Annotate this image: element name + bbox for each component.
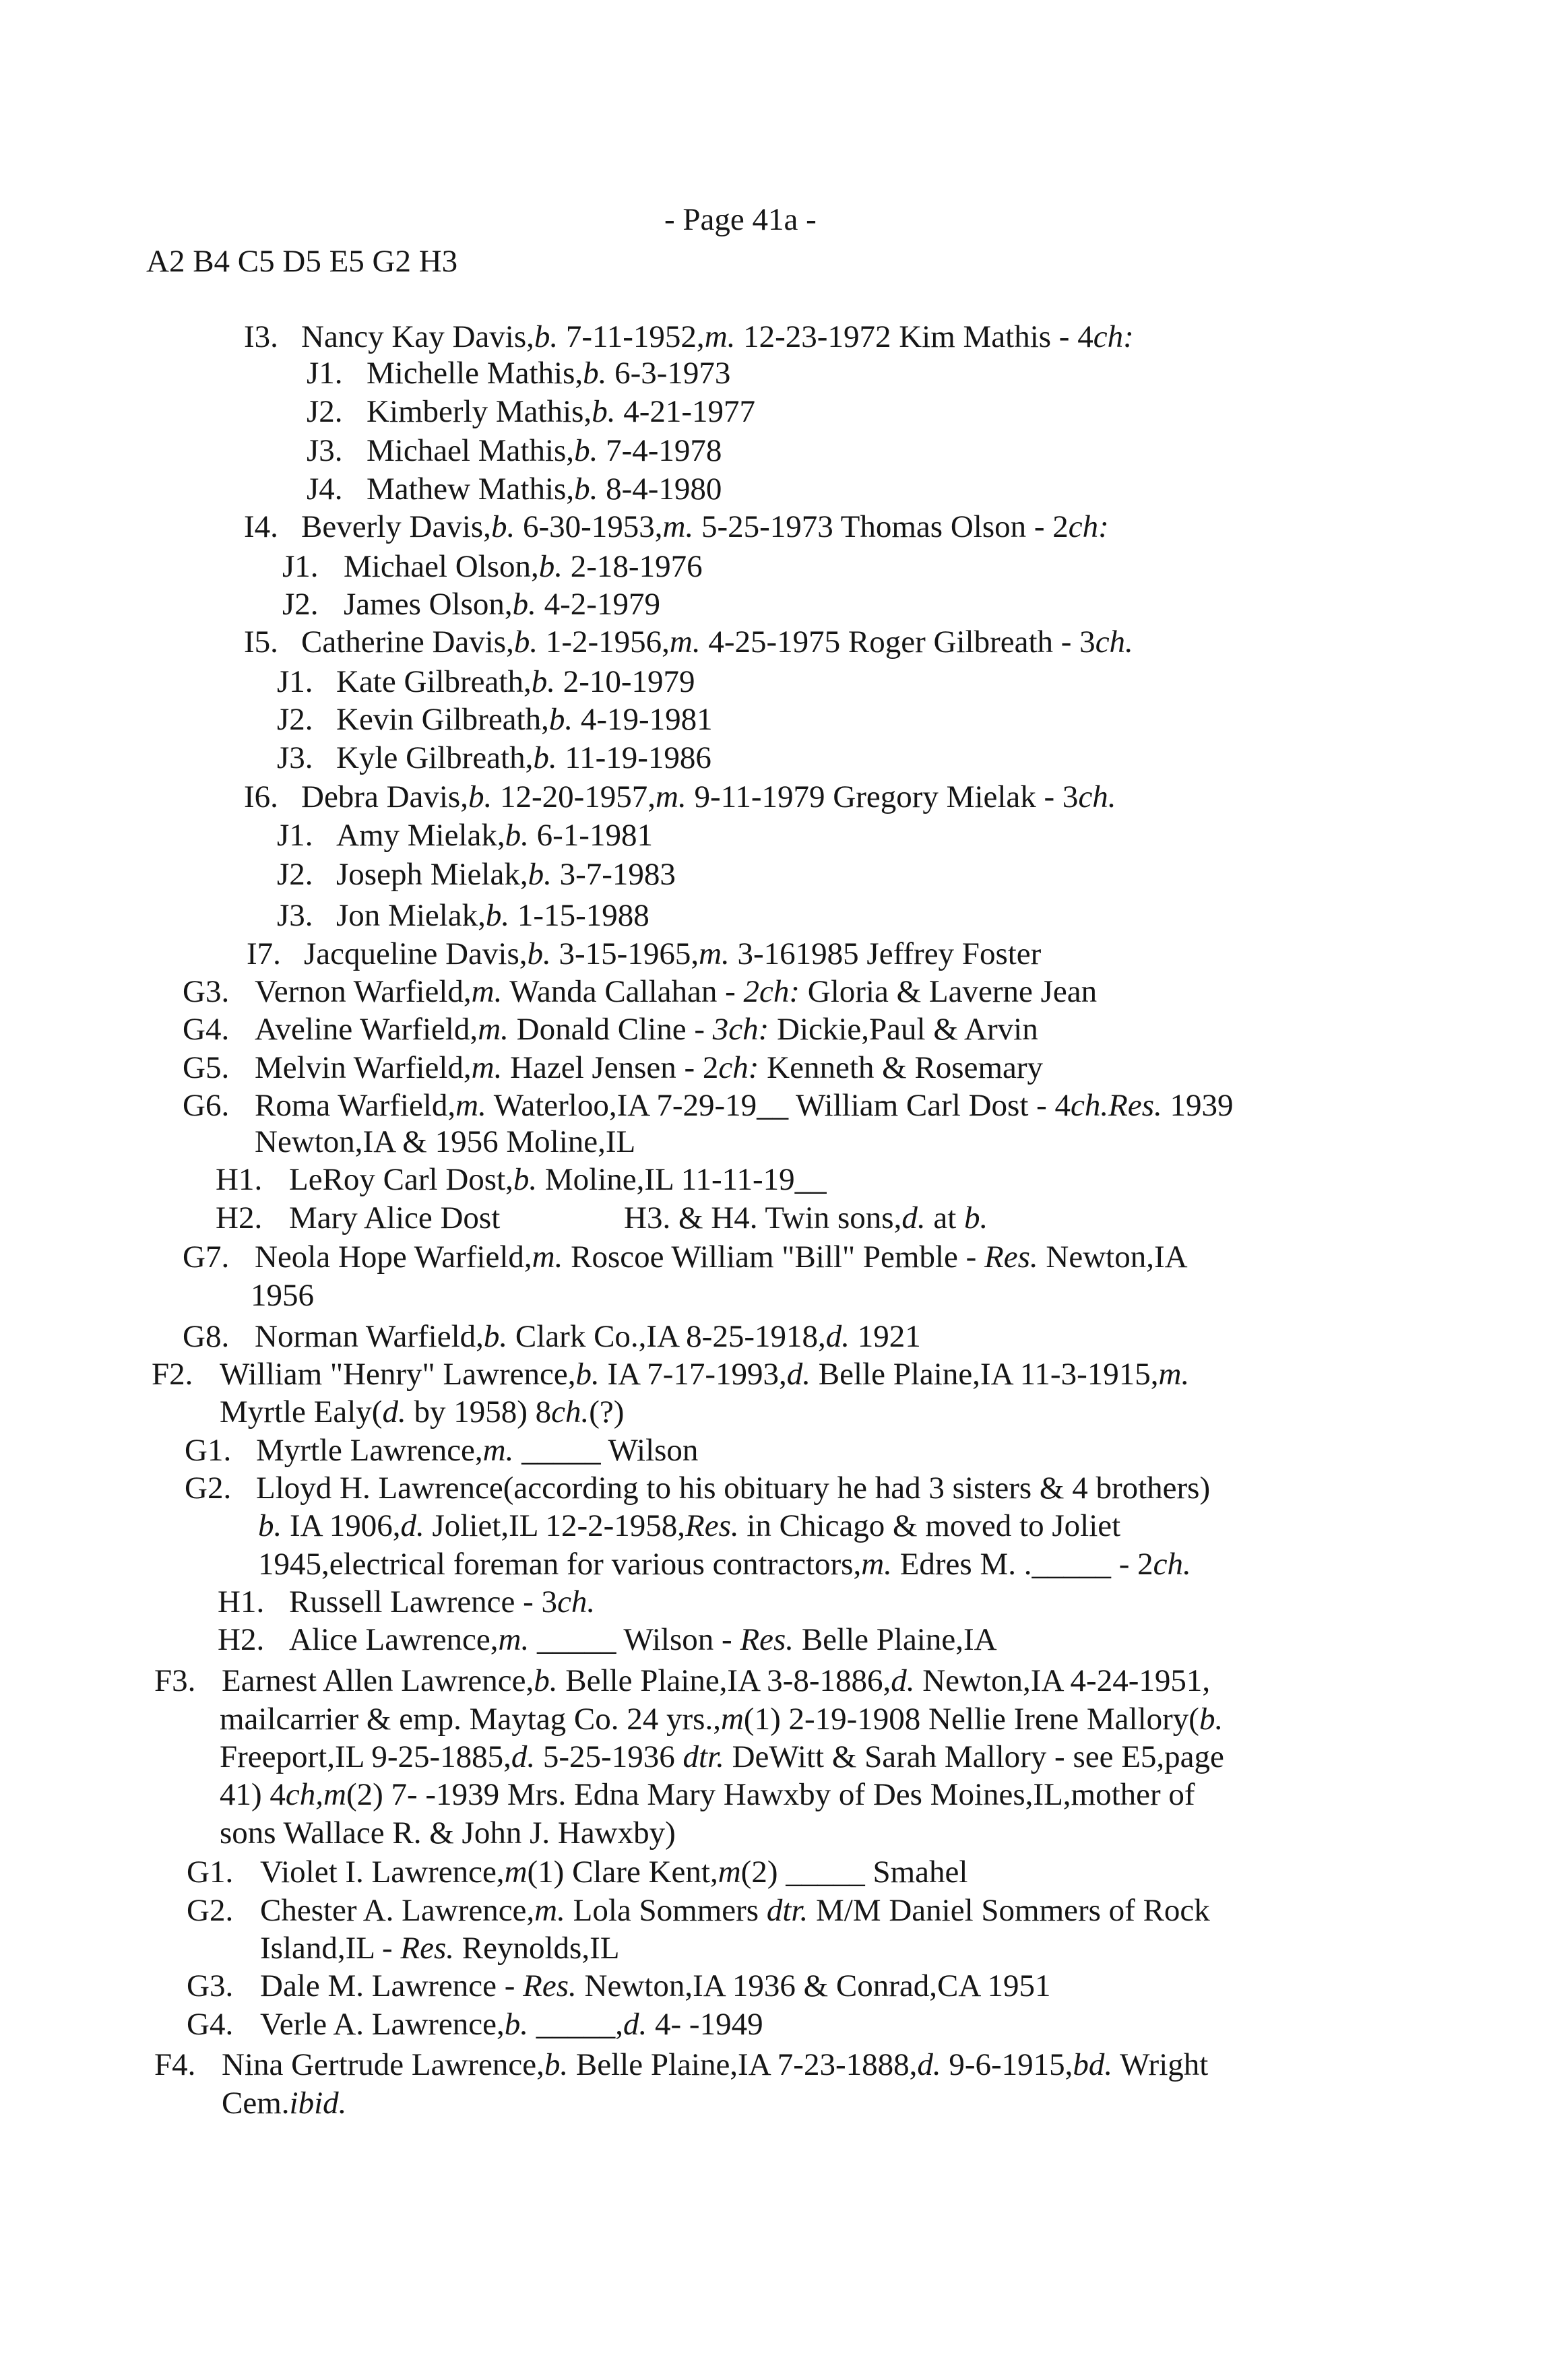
entry-text-segment: Reynolds,IL [454,1931,620,1966]
entry-text-segment: Jacqueline Davis, [304,936,528,971]
entry-text-segment: Wright [1112,2047,1209,2082]
entry-line [256,1432,698,1469]
italic-abbreviation: ch. [551,1394,590,1429]
entry-line [336,856,676,893]
entry-continuation-line [251,1277,314,1314]
entry-line [289,1161,827,1198]
entry-text-segment: (1) Clare Kent, [527,1855,718,1890]
entry-line [256,1469,1210,1507]
italic-abbreviation: dtr. [683,1739,724,1774]
entry-text-segment: Dickie,Paul & Arvin [769,1012,1038,1047]
italic-abbreviation: d. [511,1739,536,1774]
italic-abbreviation: b. [513,1162,538,1197]
italic-abbreviation: b. [534,1663,558,1698]
italic-abbreviation: b. [592,394,616,429]
italic-abbreviation: ch. [1095,624,1133,660]
entry-label: J3. [277,898,313,933]
entry-text-segment: 7-4-1978 [598,433,722,468]
entry-label: G4. [187,2007,234,2042]
italic-abbreviation: m. [1158,1357,1190,1392]
entry-text-segment: at [925,1200,965,1235]
entry-text-segment: H3. & H4. Twin sons, [624,1200,902,1235]
entry-text-segment: Gloria & Laverne Jean [800,974,1098,1009]
entry-text-segment: Amy Mielak, [336,818,505,853]
entry-text-segment: Dale M. Lawrence - [260,1968,523,2003]
entry-line [336,816,653,854]
entry-text-segment: 1939 [1162,1088,1234,1123]
entry-text-segment: 1956 [251,1278,314,1313]
entry-label: J3. [277,740,313,775]
entry-label: I5. [244,624,278,660]
entry-label: G2. [187,1893,234,1928]
italic-abbreviation: b. [504,2007,529,2042]
entry-label: J2. [277,857,313,892]
italic-abbreviation: b. [544,2047,569,2082]
entry-text-segment: Clark Co.,IA 8-25-1918, [507,1319,826,1354]
entry-text-segment: 8-4-1980 [598,472,722,507]
entry-label: H1. [216,1162,263,1197]
entry-text-segment: _____ Wilson - [529,1622,740,1657]
entry-label: I3. [244,319,278,354]
entry-text-segment: 1-15-1988 [509,898,649,933]
entry-text-segment: Neola Hope Warfield, [255,1240,532,1275]
entry-continuation-line [258,1545,1191,1583]
entry-line [344,585,660,623]
entry-label: G7. [183,1240,230,1275]
italic-abbreviation: ch.Res. [1071,1088,1162,1123]
italic-abbreviation: 2ch: [743,974,800,1009]
entry-text-segment: Myrtle Ealy( [220,1394,383,1429]
entry-line [336,897,649,934]
entry-text-segment: Verle A. Lawrence, [260,2007,505,2042]
entry-label: G3. [187,1968,234,2003]
entry-label: G1. [185,1433,232,1468]
entry-text-segment: sons Wallace R. & John J. Hawxby) [220,1815,676,1851]
italic-abbreviation: ch: [1068,509,1109,544]
entry-text-segment: Earnest Allen Lawrence, [222,1663,534,1698]
italic-abbreviation: b. [468,779,493,814]
entry-text-segment: Belle Plaine,IA 3-8-1886, [557,1663,891,1698]
italic-abbreviation: b. [575,1357,600,1392]
entry-label: F3. [154,1663,196,1698]
entry-text-segment: Newton,IA [1038,1240,1188,1275]
entry-continuation-line [220,1776,1195,1813]
italic-abbreviation: b. [483,1319,508,1354]
entry-text-segment: Kimberly Mathis, [367,394,592,429]
entry-label: G6. [183,1088,230,1123]
entry-text-segment: Russell Lawrence - 3 [289,1584,558,1619]
entry-text-segment: Chester A. Lawrence, [260,1893,535,1928]
entry-text-segment: Waterloo,IA 7-29-19__ William Carl Dost - 4 [486,1088,1071,1123]
entry-line [260,1853,967,1891]
italic-abbreviation: b. [512,587,536,622]
entry-text-segment: Cem. [222,2086,290,2121]
entry-text-segment: 4-2-1979 [536,587,660,622]
italic-abbreviation: Res. [400,1931,455,1966]
entry-label: G1. [187,1855,234,1890]
entry-text-segment: Lloyd H. Lawrence(according to his obituary he had 3 sisters & 4 brothers) [256,1471,1211,1506]
italic-abbreviation: b. [528,857,552,892]
entry-text-segment: 5-25-1936 [535,1739,683,1774]
entry-text-segment: Roscoe William "Bill" Pemble - [563,1240,985,1275]
entry-text-segment: Belle Plaine,IA 7-23-1888, [568,2047,918,2082]
italic-abbreviation: m [718,1855,741,1890]
italic-abbreviation: ch,m [285,1777,346,1812]
entry-text-segment: Jon Mielak, [336,898,486,933]
entry-continuation-line [220,1738,1224,1776]
entry-text-segment: Michael Olson, [344,549,539,584]
italic-abbreviation: Res. [523,1968,577,2003]
entry-text-segment: Debra Davis, [301,779,468,814]
entry-line [304,935,1041,973]
entry-text-segment: Aveline Warfield, [255,1012,478,1047]
entry-text-segment: by 1958) 8 [406,1394,552,1429]
entry-label: J2. [282,587,319,622]
entry-text-segment: 9-11-1979 Gregory Mielak - 3 [686,779,1079,814]
entry-continuation-line [222,2084,346,2122]
entry-text-segment: Michelle Mathis, [367,356,583,391]
entry-text-segment: in Chicago & moved to Joliet [738,1508,1121,1543]
italic-abbreviation: b. [538,549,563,584]
italic-abbreviation: Res. [685,1508,739,1543]
entry-label: J1. [282,549,319,584]
italic-abbreviation: m. [498,1622,530,1657]
entry-text-segment: Donald Cline - [508,1012,713,1047]
entry-line [255,1087,1234,1124]
italic-abbreviation: b. [485,898,510,933]
entry-continuation-line [255,1123,635,1161]
entry-text-segment: Vernon Warfield, [255,974,472,1009]
page-number: - Page 41a - [664,202,817,237]
entry-label: J2. [277,702,313,737]
entry-line [260,2005,763,2043]
entry-text-segment: 6-3-1973 [606,356,731,391]
entry-text-segment: 2-10-1979 [554,664,695,699]
entry-label: G2. [185,1471,232,1506]
entry-text-segment: 12-23-1972 Kim Mathis - 4 [735,319,1093,354]
entry-label: G5. [183,1050,230,1085]
entry-line [289,1199,500,1237]
entry-line [336,739,711,777]
entry-line-extra [624,1199,988,1237]
entry-line [260,1967,1050,2005]
entry-text-segment: Catherine Davis, [301,624,514,660]
entry-text-segment: 4- -1949 [647,2007,763,2042]
entry-text-segment: Joliet,IL 12-2-1958, [424,1508,685,1543]
italic-abbreviation: ch: [1093,319,1134,354]
entry-text-segment: 1921 [849,1319,921,1354]
entry-text-segment: Belle Plaine,IA [794,1622,997,1657]
entry-label: I4. [244,509,278,544]
entry-label: H2. [216,1200,263,1235]
entry-line [301,623,1133,661]
entry-line [255,1049,1043,1087]
entry-line [255,973,1097,1010]
entry-text-segment: 11-19-1986 [557,740,711,775]
entry-text-segment: IA 1906, [282,1508,401,1543]
entry-text-segment: Nina Gertrude Lawrence, [222,2047,544,2082]
entry-continuation-line [220,1814,676,1852]
entry-label: J3. [307,433,343,468]
entry-continuation-line [258,1507,1120,1545]
entry-text-segment: 6-30-1953, [515,509,663,544]
entry-continuation-line [220,1700,1223,1738]
italic-abbreviation: b. [548,702,573,737]
italic-abbreviation: b. [534,319,559,354]
italic-abbreviation: b. [513,624,538,660]
entry-line [301,508,1109,546]
entry-line [289,1621,997,1659]
italic-abbreviation: m [720,1702,744,1737]
entry-line [255,1010,1038,1048]
entry-text-segment: (?) [589,1394,625,1429]
entry-line [367,470,722,508]
italic-abbreviation: m. [662,509,694,544]
entry-text-segment: 41) 4 [220,1777,286,1812]
entry-text-segment: 3-161985 Jeffrey Foster [729,936,1042,971]
lineage-code: A2 B4 C5 D5 E5 G2 H3 [146,244,458,279]
italic-abbreviation: b. [1199,1702,1224,1737]
entry-text-segment: Norman Warfield, [255,1319,484,1354]
italic-abbreviation: d. [825,1319,850,1354]
italic-abbreviation: d. [623,2007,647,2042]
entry-text-segment: Lola Sommers [565,1893,767,1928]
entry-text-segment: Myrtle Lawrence, [256,1433,483,1468]
entry-text-segment: Joseph Mielak, [336,857,528,892]
entry-text-segment: Newton,IA 4-24-1951, [914,1663,1211,1698]
italic-abbreviation: ch. [1078,779,1116,814]
entry-line [260,1892,1210,1929]
entry-text-segment: 3-7-1983 [551,857,676,892]
entry-text-segment: Newton,IA 1936 & Conrad,CA 1951 [576,1968,1051,2003]
italic-abbreviation: ibid. [289,2086,347,2121]
italic-abbreviation: b. [533,740,557,775]
entry-text-segment: Mary Alice Dost [289,1200,501,1235]
entry-label: J2. [307,394,343,429]
entry-line [222,1662,1210,1700]
entry-text-segment: 12-20-1957, [492,779,656,814]
italic-abbreviation: d. [891,1663,915,1698]
entry-label: J1. [307,356,343,391]
italic-abbreviation: Res. [984,1240,1038,1275]
entry-text-segment: Mathew Mathis, [367,472,575,507]
entry-label: H1. [218,1584,265,1619]
entry-text-segment: Alice Lawrence, [289,1622,499,1657]
italic-abbreviation: ch. [1153,1547,1191,1582]
italic-abbreviation: b. [527,936,551,971]
italic-abbreviation: m. [471,974,503,1009]
entry-line [222,2046,1208,2084]
entry-label: G8. [183,1319,230,1354]
entry-text-segment: Hazel Jensen - 2 [502,1050,719,1085]
entry-text-segment: LeRoy Carl Dost, [289,1162,513,1197]
italic-abbreviation: m. [669,624,701,660]
italic-abbreviation: m. [534,1893,565,1928]
entry-text-segment: (2) _____ Smahel [740,1855,968,1890]
entry-line [301,778,1116,816]
entry-line [367,393,755,430]
entry-text-segment: (1) 2-19-1908 Nellie Irene Mallory( [743,1702,1199,1737]
entry-text-segment: 6-1-1981 [528,818,653,853]
italic-abbreviation: b. [574,433,598,468]
entry-text-segment: Kyle Gilbreath, [336,740,534,775]
entry-line [289,1583,595,1621]
entry-label: F4. [154,2047,196,2082]
italic-abbreviation: b. [531,664,555,699]
italic-abbreviation: d. [917,2047,941,2082]
italic-abbreviation: m. [478,1012,509,1047]
italic-abbreviation: m. [656,779,687,814]
entry-line [367,432,722,470]
italic-abbreviation: d. [400,1508,424,1543]
italic-abbreviation: b. [574,472,598,507]
entry-text-segment: M/M Daniel Sommers of Rock [808,1893,1210,1928]
entry-text-segment: William "Henry" Lawrence, [220,1357,576,1392]
italic-abbreviation: ch: [718,1050,759,1085]
entry-text-segment: Newton,IA & 1956 Moline,IL [255,1124,636,1159]
entry-text-segment: 1-2-1956, [538,624,670,660]
entry-label: G3. [183,974,230,1009]
entry-text-segment: Kenneth & Rosemary [759,1050,1044,1085]
entry-line [220,1355,1189,1393]
italic-abbreviation: b. [583,356,607,391]
entry-text-segment: 7-11-1952, [558,319,705,354]
italic-abbreviation: m. [861,1547,892,1582]
entry-line [301,318,1134,356]
entry-line [255,1238,1188,1276]
italic-abbreviation: dtr. [766,1893,808,1928]
italic-abbreviation: d. [786,1357,811,1392]
entry-text-segment: Michael Mathis, [367,433,575,468]
entry-text-segment: (2) 7- -1939 Mrs. Edna Mary Hawxby of Des Moines,IL,mother of [346,1777,1195,1812]
italic-abbreviation: Res. [740,1622,794,1657]
italic-abbreviation: m. [532,1240,563,1275]
entry-text-segment: IA 7-17-1993, [599,1357,787,1392]
entry-text-segment: Island,IL - [260,1931,401,1966]
italic-abbreviation: m. [699,936,730,971]
entry-line [255,1318,921,1355]
entry-text-segment: 4-19-1981 [573,702,713,737]
entry-label: F2. [152,1357,193,1392]
italic-abbreviation: b. [505,818,529,853]
entry-text-segment: 2-18-1976 [563,549,703,584]
italic-abbreviation: bd. [1073,2047,1113,2082]
entry-continuation-line [260,1929,619,1967]
entry-text-segment: _____, [528,2007,624,2042]
entry-text-segment: mailcarrier & emp. Maytag Co. 24 yrs., [220,1702,721,1737]
entry-label: I6. [244,779,278,814]
entry-text-segment: Melvin Warfield, [255,1050,472,1085]
entry-text-segment: Kevin Gilbreath, [336,702,549,737]
entry-label: J1. [277,818,313,853]
entry-line [344,548,703,585]
italic-abbreviation: m. [482,1433,514,1468]
entry-line [336,701,713,738]
entry-text-segment: Freeport,IL 9-25-1885, [220,1739,511,1774]
entry-label: I7. [247,936,281,971]
italic-abbreviation: d. [382,1394,406,1429]
entry-label: J4. [307,472,343,507]
entry-text-segment: Kate Gilbreath, [336,664,532,699]
entry-text-segment: 1945,electrical foreman for various contractors, [258,1547,862,1582]
entry-text-segment: Violet I. Lawrence, [260,1855,505,1890]
entry-line [367,354,730,392]
entry-line [336,663,695,701]
italic-abbreviation: 3ch: [712,1012,769,1047]
entry-text-segment: Beverly Davis, [301,509,491,544]
entry-text-segment: Wanda Callahan - [502,974,744,1009]
entry-label: G4. [183,1012,230,1047]
entry-text-segment: 4-21-1977 [615,394,755,429]
italic-abbreviation: ch. [557,1584,596,1619]
entry-text-segment: 9-6-1915, [941,2047,1073,2082]
italic-abbreviation: d. [901,1200,926,1235]
entry-text-segment: 4-25-1975 Roger Gilbreath - 3 [700,624,1096,660]
entry-text-segment: Nancy Kay Davis, [301,319,534,354]
entry-continuation-line [220,1393,624,1431]
entry-label: J1. [277,664,313,699]
entry-text-segment: James Olson, [344,587,513,622]
italic-abbreviation: m. [471,1050,503,1085]
entry-text-segment: DeWitt & Sarah Mallory - see E5,page [724,1739,1224,1774]
entry-text-segment: _____ Wilson [513,1433,699,1468]
italic-abbreviation: b. [258,1508,282,1543]
entry-text-segment: Edres M. ._____ - 2 [891,1547,1153,1582]
entry-text-segment: 5-25-1973 Thomas Olson - 2 [693,509,1069,544]
italic-abbreviation: b. [490,509,515,544]
italic-abbreviation: m [504,1855,528,1890]
entry-text-segment: Belle Plaine,IA 11-3-1915, [811,1357,1159,1392]
italic-abbreviation: m. [455,1088,486,1123]
entry-text-segment: Moline,IL 11-11-19__ [537,1162,827,1197]
entry-label: H2. [218,1622,265,1657]
italic-abbreviation: m. [704,319,736,354]
entry-text-segment: Roma Warfield, [255,1088,456,1123]
entry-text-segment: 3-15-1965, [550,936,699,971]
italic-abbreviation: b. [964,1200,988,1235]
